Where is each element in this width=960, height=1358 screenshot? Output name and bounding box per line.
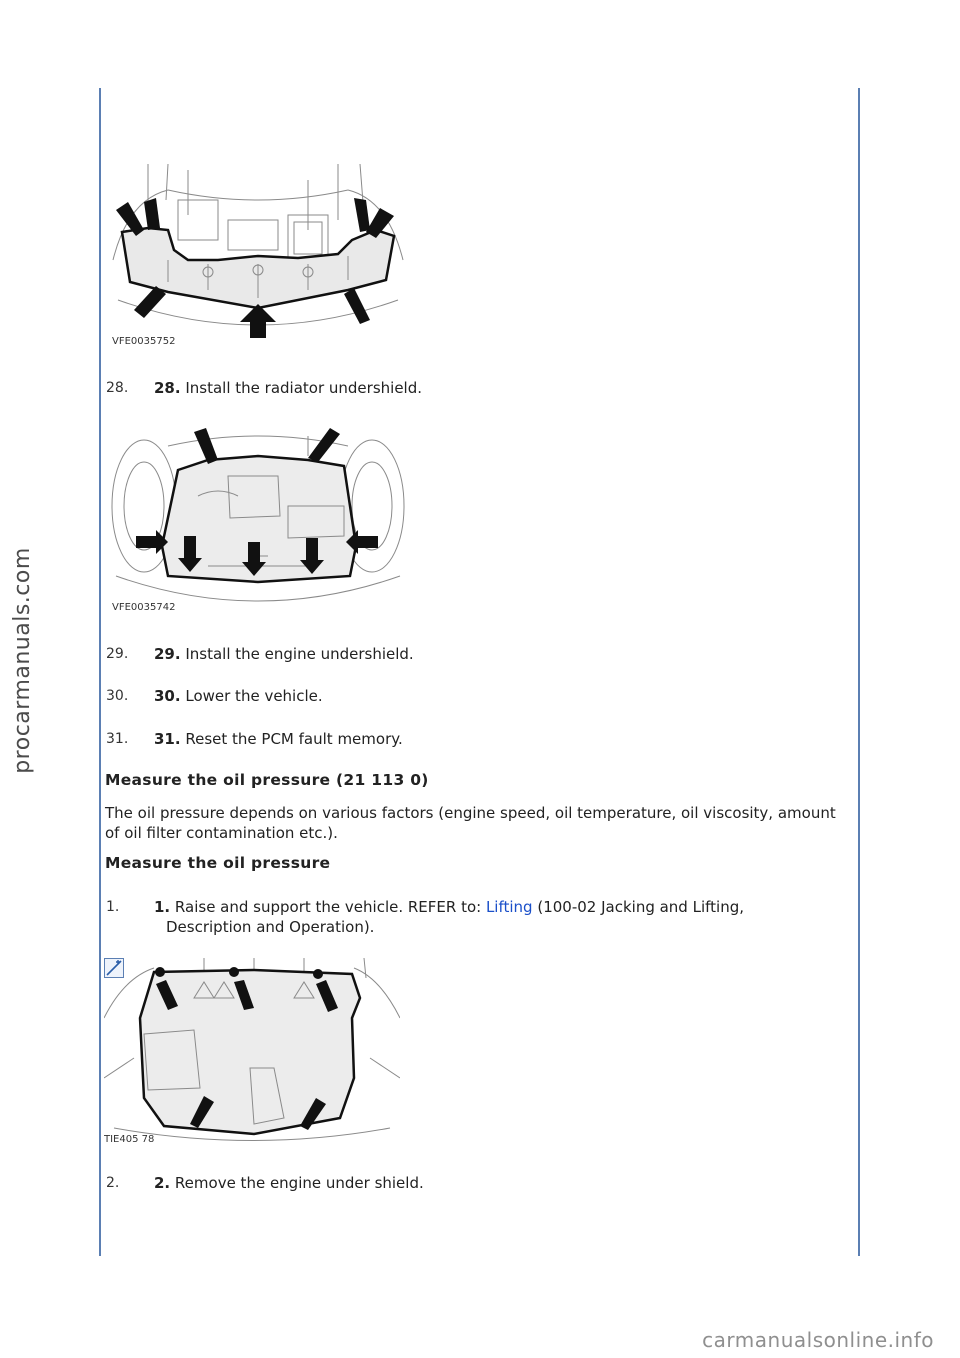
figure-radiator-undershield bbox=[108, 160, 408, 350]
step-2 bbox=[106, 1173, 836, 1193]
section-intro: The oil pressure depends on various factors (engine speed, oil temperature, oil viscosity, amount of oil filter contamination etc.). bbox=[105, 804, 836, 842]
step-28 bbox=[106, 378, 836, 398]
footer-watermark: carmanualsonline.info bbox=[702, 1328, 934, 1352]
step-30 bbox=[106, 686, 836, 706]
step-label: 1. bbox=[154, 898, 171, 916]
section-subheading: Measure the oil pressure bbox=[105, 854, 331, 872]
step-number: 1. bbox=[106, 899, 120, 915]
figure-caption: VFE0035742 bbox=[112, 602, 176, 613]
step-label: 29. bbox=[154, 645, 181, 663]
figure-illustration bbox=[108, 160, 408, 350]
step-text: Install the engine undershield. bbox=[185, 645, 414, 663]
section-heading: Measure the oil pressure (21 113 0) bbox=[105, 771, 429, 789]
step-label: 31. bbox=[154, 730, 181, 748]
right-margin-rule bbox=[858, 88, 860, 1256]
step-number: 29. bbox=[106, 646, 129, 662]
step-text-continued: Description and Operation). bbox=[166, 918, 375, 936]
figure-engine-undershield bbox=[108, 426, 408, 616]
figure-caption: TIE405 78 bbox=[104, 1134, 155, 1145]
step-text-after: (100-02 Jacking and Lifting, bbox=[532, 898, 744, 916]
step-number: 2. bbox=[106, 1175, 120, 1191]
step-label: 2. bbox=[154, 1174, 171, 1192]
side-watermark: procarmanuals.com bbox=[9, 546, 35, 774]
figure-illustration bbox=[108, 426, 408, 616]
step-number: 31. bbox=[106, 731, 129, 747]
lifting-link[interactable]: Lifting bbox=[485, 898, 533, 916]
step-text: Remove the engine under shield. bbox=[174, 1174, 424, 1192]
figure-illustration bbox=[104, 958, 400, 1148]
step-1 bbox=[106, 897, 836, 937]
left-margin-rule bbox=[99, 88, 101, 1256]
step-text: Raise and support the vehicle. REFER to: bbox=[174, 898, 486, 916]
step-label: 30. bbox=[154, 687, 181, 705]
step-31 bbox=[106, 729, 836, 749]
figure-caption: VFE0035752 bbox=[112, 336, 176, 347]
step-29 bbox=[106, 644, 836, 664]
step-label: 28. bbox=[154, 379, 181, 397]
step-text: Reset the PCM fault memory. bbox=[185, 730, 403, 748]
step-number: 28. bbox=[106, 380, 129, 396]
figure-engine-under-shield-removal bbox=[104, 958, 400, 1148]
step-text: Install the radiator undershield. bbox=[185, 379, 423, 397]
step-text: Lower the vehicle. bbox=[185, 687, 323, 705]
step-number: 30. bbox=[106, 688, 129, 704]
